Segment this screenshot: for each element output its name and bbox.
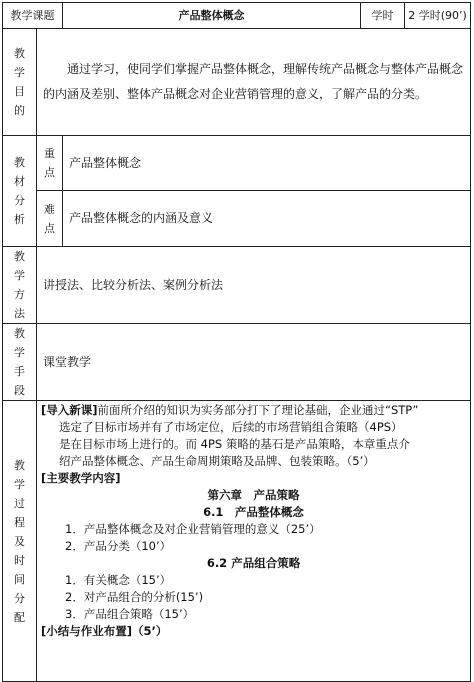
objectives-label: 教 学 目 的	[3, 29, 37, 136]
header-row	[3, 3, 471, 29]
section-2-item: 3．产品组合策略（15’）	[65, 607, 195, 621]
material-label: 教 材 分 析	[3, 136, 37, 247]
intro-line-4: 绍产品整体概念、产品生命周期策略及品牌、包装策略。（5’）	[59, 454, 375, 468]
objectives-row	[3, 29, 471, 136]
process-label: 教 学 过 程 及 时 间 分 配	[3, 401, 37, 682]
difficult-point-text: 产品整体概念的内涵及意义	[63, 191, 471, 247]
section-2-item: 2．对产品组合的分析(15’)	[65, 590, 204, 604]
methods-text: 讲授法、比较分析法、案例分析法	[37, 247, 471, 324]
intro-line-2: 选定了目标市场并有了市场定位，后续的市场营销组合策略（4PS）	[59, 420, 403, 434]
means-row	[3, 324, 471, 401]
intro-tag: [导入新课]	[41, 403, 98, 417]
key-point-label: 重 点	[37, 136, 63, 191]
main-content-tag: [主要教学内容]	[41, 471, 121, 485]
section-2-item: 1．有关概念（15’）	[65, 573, 172, 587]
intro-line-3: 是在目标市场上进行的。而 4PS 策略的基石是产品策略，本章重点介	[59, 437, 410, 451]
topic-label: 教学课题	[3, 3, 63, 29]
means-text: 课堂教学	[37, 324, 471, 401]
key-point-text: 产品整体概念	[63, 136, 471, 191]
intro-line-1: [导入新课]前面所介绍的知识为实务部分打下了理论基础，企业通过“STP”	[41, 403, 419, 417]
objectives-text: 通过学习，使同学们掌握产品整体概念，理解传统产品概念与整体产品概念的内涵及差别、整体产品概念对企业营销管理的意义，了解产品的分类。	[37, 29, 471, 136]
material-key-row	[3, 136, 471, 191]
section-1-item: 2．产品分类（10’）	[65, 539, 172, 553]
difficult-point-label: 难 点	[37, 191, 63, 247]
means-label: 教 学 手 段	[3, 324, 37, 401]
hours-label: 学时	[361, 3, 405, 29]
process-content	[37, 401, 471, 682]
section-2-title: 6.2 产品组合策略	[206, 556, 301, 570]
hours-value: 2 学时(90’)	[405, 3, 471, 29]
section-1-item: 1．产品整体概念及对企业营销管理的意义（25’）	[65, 522, 321, 536]
topic-value: 产品整体概念	[63, 3, 361, 29]
section-1-title: 6.1 产品整体概念	[203, 505, 304, 519]
methods-row	[3, 247, 471, 324]
summary-tag: [小结与作业布置]（5’）	[41, 624, 168, 638]
methods-label: 教 学 方 法	[3, 247, 37, 324]
chapter-title: 第六章 产品策略	[207, 488, 300, 502]
process-row	[3, 401, 471, 682]
material-difficult-row	[3, 191, 471, 247]
lesson-plan-table	[2, 2, 471, 682]
